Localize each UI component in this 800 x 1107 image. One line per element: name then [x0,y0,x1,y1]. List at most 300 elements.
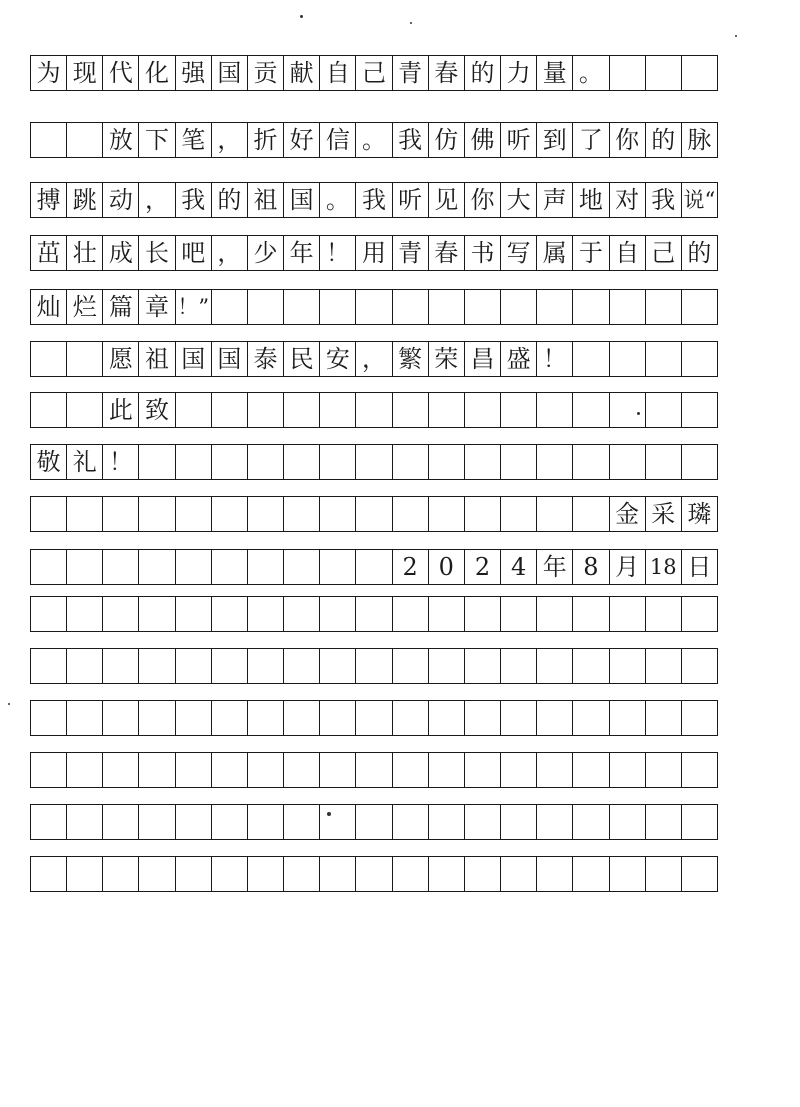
grid-cell [212,805,248,839]
grid-cell [248,805,284,839]
grid-cell [284,550,320,584]
grid-cell: 的 [465,56,501,90]
grid-cell [356,445,392,479]
grid-cell [67,550,103,584]
paper-speck [410,22,412,24]
grid-cell [646,701,682,735]
grid-cell [465,597,501,631]
grid-cell [176,805,212,839]
grid-cell: 听 [393,183,429,217]
grid-cell [501,290,537,324]
grid-cell [393,649,429,683]
grid-cell: 礼 [67,445,103,479]
grid-cell [646,393,682,427]
grid-cell [356,649,392,683]
grid-cell [103,857,139,891]
grid-cell: 2 [393,550,429,584]
grid-row [30,444,718,480]
grid-cell [537,597,573,631]
grid-cell [465,701,501,735]
grid-cell [67,805,103,839]
grid-cell: 听 [501,123,537,157]
grid-row [30,122,718,158]
grid-cell: 祖 [139,342,175,376]
grid-cell [176,445,212,479]
grid-cell [212,649,248,683]
grid-cell [176,550,212,584]
grid-cell [284,597,320,631]
grid-cell [501,497,537,531]
grid-cell: 年 [537,550,573,584]
grid-cell: 说“ [683,187,716,212]
grid-cell [320,857,356,891]
grid-cell [67,597,103,631]
grid-cell: ， [356,342,392,376]
grid-cell [212,701,248,735]
grid-row [30,496,718,532]
grid-cell [537,753,573,787]
grid-cell: 为 [31,56,67,90]
grid-cell: ， [139,183,175,217]
grid-cell [176,597,212,631]
grid-cell: 。 [573,56,609,90]
grid-cell [429,701,465,735]
grid-cell [573,497,609,531]
grid-cell [429,497,465,531]
grid-cell [610,56,646,90]
grid-cell [465,393,501,427]
grid-cell [248,290,284,324]
grid-cell [646,805,682,839]
grid-cell: 章 [139,290,175,324]
grid-cell [356,597,392,631]
grid-cell [67,497,103,531]
grid-cell [429,393,465,427]
grid-cell [320,550,356,584]
grid-cell [465,497,501,531]
grid-cell [103,597,139,631]
grid-cell: 愿 [103,342,139,376]
grid-cell [465,649,501,683]
grid-cell [537,497,573,531]
grid-cell: 地 [573,183,609,217]
grid-cell: 用 [356,236,392,270]
grid-cell [176,701,212,735]
grid-cell: 青 [393,236,429,270]
grid-cell: 对 [610,183,646,217]
grid-cell: 我 [393,123,429,157]
grid-cell [429,857,465,891]
grid-row [30,549,718,585]
grid-cell: ！ [103,445,139,479]
grid-cell: 繁 [393,342,429,376]
grid-cell [465,857,501,891]
grid-cell: 自 [320,56,356,90]
paper-speck [735,35,737,37]
grid-cell [682,393,717,427]
grid-cell [646,56,682,90]
grid-cell [31,393,67,427]
grid-cell [537,701,573,735]
grid-cell [248,857,284,891]
grid-cell [67,649,103,683]
grid-cell: 信 [320,123,356,157]
grid-cell [573,393,609,427]
grid-cell [103,701,139,735]
grid-cell: 搏 [31,183,67,217]
grid-cell [212,597,248,631]
grid-row [30,55,718,91]
grid-cell: ， [212,236,248,270]
grid-cell [248,649,284,683]
grid-cell [610,857,646,891]
grid-cell: 吧 [176,236,212,270]
grid-cell [537,857,573,891]
grid-cell [393,701,429,735]
grid-row [30,648,718,684]
grid-cell: 泰 [248,342,284,376]
grid-cell: 属 [537,236,573,270]
grid-cell [320,597,356,631]
grid-cell [212,497,248,531]
grid-cell: 书 [465,236,501,270]
grid-cell [176,393,212,427]
grid-cell [610,393,646,427]
grid-cell [646,753,682,787]
grid-cell [429,290,465,324]
grid-cell [248,701,284,735]
grid-cell [682,701,717,735]
grid-cell: 我 [356,183,392,217]
grid-row [30,289,718,325]
grid-cell: 壮 [67,236,103,270]
grid-cell [537,290,573,324]
grid-cell [646,597,682,631]
grid-cell [356,497,392,531]
grid-cell: 声 [537,183,573,217]
grid-cell: 于 [573,236,609,270]
grid-cell: 茁 [31,236,67,270]
grid-cell: 己 [646,236,682,270]
grid-cell [501,649,537,683]
grid-cell [320,649,356,683]
grid-cell [31,857,67,891]
grid-cell [320,445,356,479]
grid-cell [393,753,429,787]
grid-cell: 自 [610,236,646,270]
grid-cell [610,701,646,735]
grid-cell [356,393,392,427]
grid-cell [356,753,392,787]
grid-cell [31,597,67,631]
grid-cell [103,497,139,531]
grid-row [30,856,718,892]
grid-cell [682,56,717,90]
grid-cell [31,123,67,157]
grid-cell [682,753,717,787]
grid-cell [573,805,609,839]
grid-cell: 强 [176,56,212,90]
grid-cell: 写 [501,236,537,270]
grid-cell [284,857,320,891]
grid-cell: 祖 [248,183,284,217]
grid-cell: 了 [573,123,609,157]
grid-cell: 大 [501,183,537,217]
grid-cell [646,649,682,683]
grid-cell: 此 [103,393,139,427]
paper-speck [327,812,331,816]
grid-cell [248,393,284,427]
grid-cell [248,445,284,479]
grid-cell [248,497,284,531]
grid-cell [682,649,717,683]
grid-cell [176,857,212,891]
grid-cell [31,701,67,735]
grid-cell [573,649,609,683]
grid-cell [176,497,212,531]
grid-cell [67,123,103,157]
grid-cell: 荣 [429,342,465,376]
grid-cell [682,857,717,891]
grid-cell [248,550,284,584]
grid-cell [429,597,465,631]
grid-cell [284,497,320,531]
grid-cell [537,445,573,479]
grid-cell: 春 [429,236,465,270]
grid-cell [682,290,717,324]
grid-cell: 少 [248,236,284,270]
grid-cell: 下 [139,123,175,157]
grid-row [30,700,718,736]
grid-cell [682,805,717,839]
grid-cell [356,290,392,324]
grid-cell: ！ [320,236,356,270]
grid-cell [501,597,537,631]
grid-cell: 敬 [31,445,67,479]
grid-cell [393,497,429,531]
grid-cell [212,550,248,584]
grid-cell: 力 [501,56,537,90]
grid-cell [537,393,573,427]
paper-speck [300,15,303,18]
grid-cell [501,445,537,479]
grid-cell: 成 [103,236,139,270]
grid-cell: 到 [537,123,573,157]
grid-cell: 。 [320,183,356,217]
grid-cell: 2 [465,550,501,584]
grid-cell [465,805,501,839]
paper-speck [8,703,10,705]
grid-cell: 采 [646,497,682,531]
grid-cell: 笔 [176,123,212,157]
grid-cell [573,290,609,324]
grid-cell [356,550,392,584]
grid-cell [67,393,103,427]
grid-cell [139,805,175,839]
grid-cell [610,805,646,839]
grid-cell [284,805,320,839]
grid-cell [537,649,573,683]
grid-cell [501,805,537,839]
grid-cell: 现 [67,56,103,90]
grid-cell: ！ [537,342,573,376]
grid-cell [284,290,320,324]
grid-cell [31,342,67,376]
grid-cell: 月 [610,550,646,584]
grid-cell: 佛 [465,123,501,157]
grid-cell [501,753,537,787]
grid-cell [646,342,682,376]
grid-cell [31,497,67,531]
grid-cell: 国 [212,342,248,376]
grid-cell: 璘 [687,500,712,528]
grid-cell [429,649,465,683]
grid-cell [320,753,356,787]
grid-cell: 见 [429,183,465,217]
grid-cell [393,393,429,427]
grid-cell [610,649,646,683]
grid-cell [284,445,320,479]
grid-cell: 盛 [501,342,537,376]
grid-cell [393,290,429,324]
grid-cell [103,805,139,839]
grid-cell [610,342,646,376]
grid-cell [139,701,175,735]
grid-row [30,341,718,377]
grid-cell: 民 [284,342,320,376]
grid-cell [320,393,356,427]
grid-row [30,182,718,218]
grid-cell [248,597,284,631]
grid-cell [31,550,67,584]
grid-cell [212,753,248,787]
grid-cell: 贡 [248,56,284,90]
grid-cell [67,342,103,376]
grid-cell [646,445,682,479]
grid-cell [573,597,609,631]
grid-cell [393,445,429,479]
grid-cell: 代 [103,56,139,90]
grid-cell [139,497,175,531]
grid-cell [682,597,717,631]
grid-cell [212,393,248,427]
grid-cell [501,701,537,735]
grid-cell [212,857,248,891]
grid-cell [248,753,284,787]
grid-cell: 你 [465,183,501,217]
grid-cell [284,753,320,787]
grid-cell: 日 [687,553,712,581]
grid-cell [31,753,67,787]
grid-cell [320,497,356,531]
grid-cell: 我 [646,183,682,217]
grid-cell [356,701,392,735]
grid-cell [212,290,248,324]
grid-cell [573,857,609,891]
grid-cell: ！” [176,290,212,324]
grid-cell: 国 [176,342,212,376]
grid-cell [429,445,465,479]
grid-cell: 的 [646,123,682,157]
grid-cell [610,445,646,479]
grid-cell [356,805,392,839]
grid-cell [393,857,429,891]
grid-cell [429,805,465,839]
grid-cell: 昌 [465,342,501,376]
grid-cell: 好 [284,123,320,157]
grid-cell: 金 [610,497,646,531]
grid-cell: 动 [103,183,139,217]
grid-cell: 致 [139,393,175,427]
grid-cell [139,550,175,584]
grid-cell [610,290,646,324]
grid-cell: 4 [501,550,537,584]
grid-cell [610,597,646,631]
grid-cell [465,753,501,787]
grid-cell [573,445,609,479]
grid-cell [465,445,501,479]
composition-grid-sheet [30,55,718,895]
grid-row [30,752,718,788]
grid-cell [284,701,320,735]
grid-cell: 献 [284,56,320,90]
grid-cell: 国 [284,183,320,217]
grid-cell: 青 [393,56,429,90]
grid-cell: 量 [537,56,573,90]
grid-cell [176,753,212,787]
grid-cell [320,805,356,839]
grid-cell [320,290,356,324]
grid-cell [139,753,175,787]
grid-cell [646,290,682,324]
grid-cell: 安 [320,342,356,376]
grid-cell [67,857,103,891]
grid-cell: 的 [687,239,712,267]
grid-cell [501,857,537,891]
grid-cell [573,701,609,735]
grid-cell [176,649,212,683]
grid-cell: 化 [139,56,175,90]
grid-cell [465,290,501,324]
grid-row [30,596,718,632]
grid-cell: 春 [429,56,465,90]
grid-cell: 折 [248,123,284,157]
grid-cell [31,649,67,683]
grid-cell [212,445,248,479]
grid-cell [139,445,175,479]
grid-cell [284,393,320,427]
grid-cell: 己 [356,56,392,90]
grid-cell [610,753,646,787]
grid-cell [103,649,139,683]
grid-cell [67,701,103,735]
grid-cell [501,393,537,427]
grid-cell: 长 [139,236,175,270]
grid-cell [320,701,356,735]
grid-cell [139,857,175,891]
grid-cell [682,445,717,479]
grid-cell [537,805,573,839]
grid-cell: 。 [356,123,392,157]
grid-cell: 国 [212,56,248,90]
grid-cell [67,753,103,787]
grid-cell [393,597,429,631]
grid-cell: 0 [429,550,465,584]
grid-cell [429,753,465,787]
grid-cell [139,649,175,683]
grid-cell [103,753,139,787]
grid-cell [31,805,67,839]
